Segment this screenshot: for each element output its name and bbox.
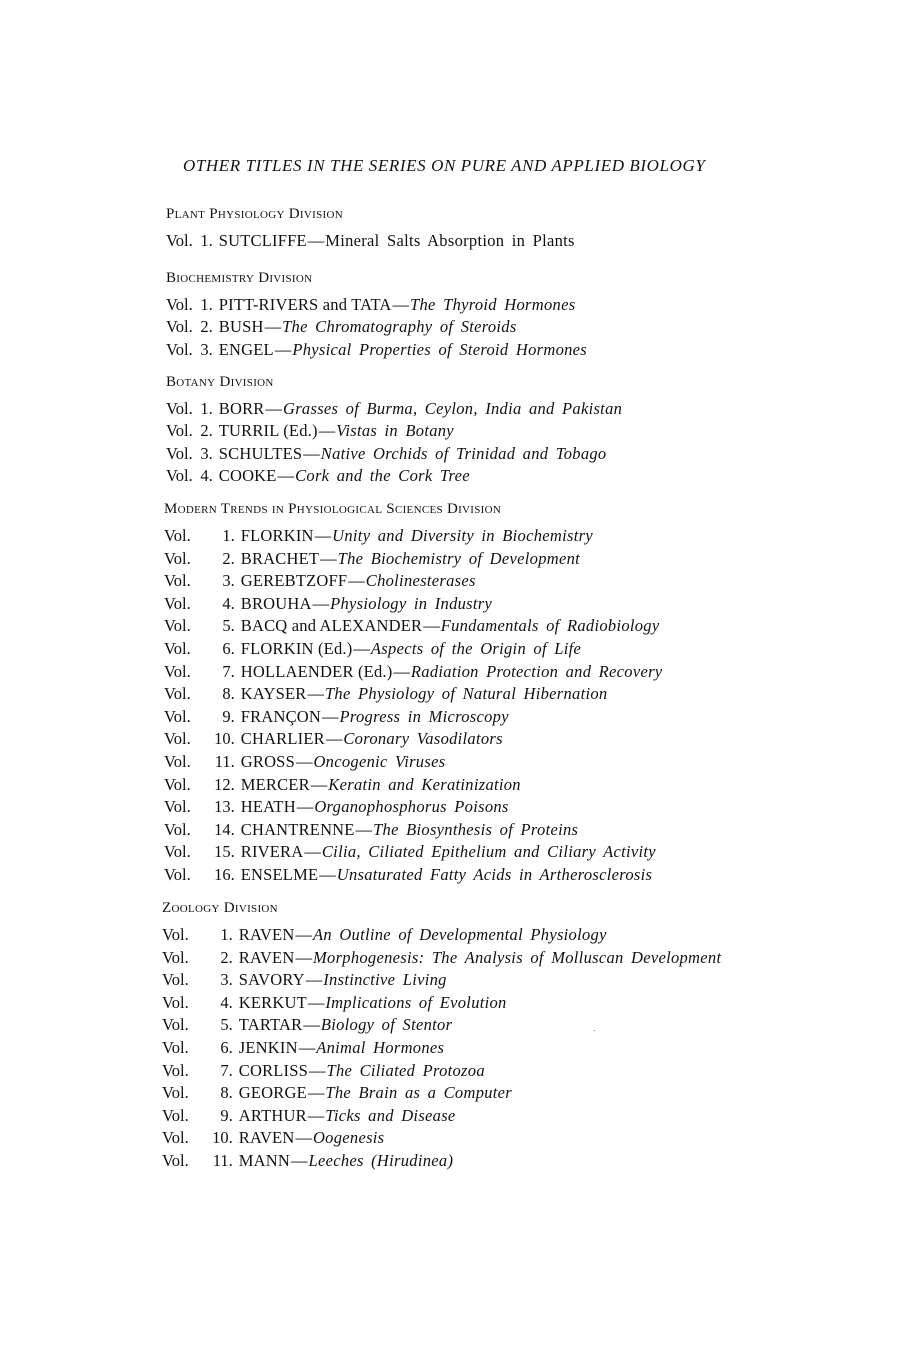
print-speck <box>594 1030 595 1031</box>
volume-label: Vol. <box>162 1015 189 1035</box>
author-name: GEREBTZOFF <box>240 571 348 591</box>
volume-number: 6. <box>220 1038 233 1057</box>
page-title: OTHER TITLES IN THE SERIES ON PURE AND APPLIED BIOLOGY <box>183 156 706 175</box>
series-entry <box>164 842 656 862</box>
dash-separator: — <box>392 295 410 314</box>
volume-number: 2. <box>220 947 233 967</box>
work-title: Oncogenic Viruses <box>313 752 446 771</box>
series-entry <box>166 399 622 419</box>
volume-number: 14. <box>214 819 235 839</box>
work-title: Keratin and Keratinization <box>328 774 521 794</box>
volume-label: Vol. <box>164 593 191 613</box>
work-title: Fundamentals of Radiobiology <box>440 616 660 636</box>
series-entry <box>166 295 575 315</box>
author-name: CORLISS <box>238 1060 309 1080</box>
work-title: Progress in Microscopy <box>339 706 509 726</box>
dash-separator: — <box>277 466 295 486</box>
author-name: FRANÇON <box>240 706 322 726</box>
volume-label: Vol. <box>166 466 193 486</box>
division-heading: Plant Physiology Division <box>166 206 343 222</box>
series-entry <box>164 820 578 840</box>
author-name: COOKE <box>218 466 277 486</box>
series-entry <box>166 231 575 251</box>
volume-label: Vol. <box>164 819 191 839</box>
series-entry <box>166 466 470 486</box>
volume-label: Vol. <box>162 925 189 944</box>
volume-label: Vol. <box>162 947 189 967</box>
volume-number: 1. <box>200 399 213 418</box>
volume-label: Vol. <box>164 774 191 794</box>
author-name: ENSELME <box>240 865 319 884</box>
volume-label: Vol. <box>164 752 191 771</box>
work-title: Aspects of the Origin of Life <box>370 639 582 658</box>
author-name: BUSH <box>218 317 264 337</box>
work-title: Cork and the Cork Tree <box>295 466 470 486</box>
volume-number: 2. <box>200 317 213 337</box>
volume-label: Vol. <box>164 526 191 545</box>
dash-separator: — <box>295 1128 312 1148</box>
work-title: The Biosynthesis of Proteins <box>373 819 579 839</box>
dash-separator: — <box>265 399 282 418</box>
dash-separator: — <box>319 865 336 884</box>
author-name: RAVEN <box>238 925 295 944</box>
work-title: Organophosphorus Poisons <box>314 797 509 817</box>
series-entry <box>164 865 652 885</box>
author-name: BORR <box>218 399 265 418</box>
volume-number: 12. <box>214 774 235 794</box>
volume-number: 13. <box>214 797 235 817</box>
volume-label: Vol. <box>162 1105 189 1125</box>
author-name: GEORGE <box>238 1083 307 1103</box>
dash-separator: — <box>303 1015 320 1035</box>
volume-number: 4. <box>222 593 235 613</box>
work-title: Unity and Diversity in Biochemistry <box>332 526 593 545</box>
dash-separator: — <box>312 593 330 613</box>
author-name: MANN <box>238 1151 290 1170</box>
series-entry <box>162 1128 384 1148</box>
series-entry <box>164 639 581 659</box>
dash-separator: — <box>393 661 410 681</box>
work-title: Instinctive Living <box>323 970 447 990</box>
dash-separator: — <box>318 421 336 441</box>
volume-label: Vol. <box>164 706 191 726</box>
series-entry <box>164 707 509 727</box>
author-name: CHANTRENNE <box>240 819 355 839</box>
work-title: The Brain as a Computer <box>325 1083 513 1103</box>
author-name: HOLLAENDER (Ed.) <box>240 661 393 681</box>
work-title: Cholinesterases <box>365 571 476 591</box>
volume-number: 2. <box>222 548 235 568</box>
volume-number: 10. <box>212 1128 233 1148</box>
division-heading: Zoology Division <box>162 900 278 916</box>
work-title: The Thyroid Hormones <box>410 295 576 314</box>
author-name: FLORKIN <box>240 526 314 545</box>
dash-separator: — <box>314 526 332 545</box>
volume-label: Vol. <box>162 1038 189 1057</box>
series-entry <box>166 421 454 441</box>
division-heading: Botany Division <box>166 374 274 390</box>
dash-separator: — <box>307 231 325 250</box>
volume-label: Vol. <box>164 797 191 817</box>
volume-number: 1. <box>222 526 235 545</box>
work-title: Grasses of Burma, Ceylon, India and Pakistan <box>282 399 623 418</box>
dash-separator: — <box>296 797 314 817</box>
author-name: SCHULTES <box>218 443 303 463</box>
dash-separator: — <box>307 1083 325 1103</box>
series-entry <box>164 526 593 546</box>
volume-number: 1. <box>200 231 213 250</box>
dash-separator: — <box>290 1151 308 1170</box>
volume-number: 9. <box>220 1105 233 1125</box>
division-heading: Biochemistry Division <box>166 270 313 286</box>
author-name: PITT-RIVERS and TATA <box>218 295 392 314</box>
series-entry <box>164 797 509 817</box>
work-title: The Chromatography of Steroids <box>282 317 517 337</box>
dash-separator: — <box>355 819 373 839</box>
series-entry <box>164 549 580 569</box>
volume-number: 9. <box>222 706 235 726</box>
author-name: RIVERA <box>240 842 304 862</box>
series-entry <box>164 684 607 704</box>
volume-number: 8. <box>220 1083 233 1103</box>
volume-label: Vol. <box>166 421 193 441</box>
volume-label: Vol. <box>164 842 191 862</box>
volume-label: Vol. <box>164 661 191 681</box>
series-entry <box>162 1106 456 1126</box>
volume-number: 5. <box>222 616 235 636</box>
volume-number: 4. <box>200 466 213 486</box>
volume-number: 8. <box>222 684 235 704</box>
dash-separator: — <box>353 639 370 658</box>
series-entry <box>164 594 492 614</box>
dash-separator: — <box>298 1038 316 1057</box>
work-title: Mineral Salts Absorption in Plants <box>325 231 575 250</box>
volume-number: 5. <box>220 1015 233 1035</box>
work-title: Native Orchids of Trinidad and Tobago <box>320 443 607 463</box>
work-title: Vistas in Botany <box>336 421 454 441</box>
division-heading: Modern Trends in Physiological Sciences Division <box>164 501 502 517</box>
work-title: Coronary Vasodilators <box>343 729 503 749</box>
dash-separator: — <box>264 317 282 337</box>
volume-label: Vol. <box>164 729 191 749</box>
work-title: Ticks and Disease <box>325 1105 456 1125</box>
author-name: CHARLIER <box>240 729 325 749</box>
dash-separator: — <box>295 947 312 967</box>
volume-label: Vol. <box>162 1083 189 1103</box>
author-name: TURRIL (Ed.) <box>218 421 318 441</box>
volume-label: Vol. <box>162 1060 189 1080</box>
volume-number: 6. <box>222 639 235 658</box>
work-title: An Outline of Developmental Physiology <box>312 925 607 944</box>
dash-separator: — <box>295 752 313 771</box>
volume-label: Vol. <box>164 865 191 884</box>
dash-separator: — <box>304 842 321 862</box>
series-entry <box>166 317 517 337</box>
author-name: RAVEN <box>238 1128 295 1148</box>
series-entry <box>162 948 721 968</box>
author-name: MERCER <box>240 774 310 794</box>
dash-separator: — <box>307 684 324 704</box>
series-entry <box>164 662 662 682</box>
dash-separator: — <box>305 970 323 990</box>
series-entry <box>162 1015 452 1035</box>
volume-number: 10. <box>214 729 235 749</box>
volume-label: Vol. <box>166 231 193 250</box>
author-name: JENKIN <box>238 1038 298 1057</box>
work-title: Oogenesis <box>312 1128 385 1148</box>
work-title: Animal Hormones <box>316 1038 445 1057</box>
dash-separator: — <box>303 443 320 463</box>
volume-number: 7. <box>220 1060 233 1080</box>
volume-label: Vol. <box>166 399 193 418</box>
volume-number: 1. <box>220 925 233 944</box>
dash-separator: — <box>307 992 325 1012</box>
volume-label: Vol. <box>166 339 193 359</box>
volume-number: 16. <box>214 865 235 884</box>
author-name: HEATH <box>240 797 296 817</box>
volume-label: Vol. <box>164 548 191 568</box>
series-entry <box>162 1061 485 1081</box>
volume-label: Vol. <box>162 970 189 990</box>
dash-separator: — <box>320 548 337 568</box>
series-entry <box>162 1151 453 1171</box>
author-name: ARTHUR <box>238 1105 307 1125</box>
series-entry <box>166 444 606 464</box>
dash-separator: — <box>274 339 292 359</box>
series-entry <box>164 775 521 795</box>
volume-label: Vol. <box>164 616 191 636</box>
author-name: ENGEL <box>218 339 274 359</box>
volume-number: 3. <box>200 339 213 359</box>
dash-separator: — <box>348 571 365 591</box>
series-entry <box>164 616 659 636</box>
volume-label: Vol. <box>162 1128 189 1148</box>
dash-separator: — <box>322 706 339 726</box>
series-entry <box>166 340 587 360</box>
author-name: RAVEN <box>238 947 295 967</box>
dash-separator: — <box>325 729 343 749</box>
series-entry <box>162 1083 512 1103</box>
dash-separator: — <box>310 774 328 794</box>
volume-number: 11. <box>214 752 235 771</box>
series-entry <box>162 970 447 990</box>
author-name: FLORKIN (Ed.) <box>240 639 353 658</box>
work-title: Biology of Stentor <box>320 1015 453 1035</box>
dash-separator: — <box>309 1060 326 1080</box>
author-name: GROSS <box>240 752 295 771</box>
dash-separator: — <box>295 925 312 944</box>
volume-number: 3. <box>222 571 235 591</box>
volume-number: 3. <box>220 970 233 990</box>
dash-separator: — <box>307 1105 325 1125</box>
volume-number: 4. <box>220 992 233 1012</box>
work-title: Implications of Evolution <box>325 992 507 1012</box>
work-title: Radiation Protection and Recovery <box>410 661 663 681</box>
work-title: Physical Properties of Steroid Hormones <box>292 339 588 359</box>
author-name: SUTCLIFFE <box>218 231 307 250</box>
volume-number: 2. <box>200 421 213 441</box>
volume-label: Vol. <box>164 684 191 704</box>
series-entry <box>162 1038 444 1058</box>
volume-number: 1. <box>200 295 213 314</box>
volume-number: 15. <box>214 842 235 862</box>
work-title: The Physiology of Natural Hibernation <box>324 684 608 704</box>
volume-label: Vol. <box>162 992 189 1012</box>
author-name: BACQ and ALEXANDER <box>240 616 423 636</box>
work-title: Physiology in Industry <box>330 593 493 613</box>
volume-label: Vol. <box>162 1151 189 1170</box>
author-name: BRACHET <box>240 548 320 568</box>
volume-label: Vol. <box>164 571 191 591</box>
volume-number: 11. <box>212 1151 233 1170</box>
work-title: Unsaturated Fatty Acids in Artherosclerosis <box>336 865 653 884</box>
volume-label: Vol. <box>166 443 193 463</box>
series-entry <box>162 925 607 945</box>
work-title: Cilia, Ciliated Epithelium and Ciliary Activity <box>321 842 656 862</box>
author-name: TARTAR <box>238 1015 303 1035</box>
volume-label: Vol. <box>166 317 193 337</box>
series-entry <box>164 752 445 772</box>
volume-label: Vol. <box>166 295 193 314</box>
author-name: KERKUT <box>238 992 307 1012</box>
volume-number: 3. <box>200 443 213 463</box>
author-name: BROUHA <box>240 593 312 613</box>
series-entry <box>164 571 476 591</box>
volume-number: 7. <box>222 661 235 681</box>
work-title: Leeches (Hirudinea) <box>308 1151 454 1170</box>
work-title: Morphogenesis: The Analysis of Molluscan Development <box>312 947 722 967</box>
work-title: The Ciliated Protozoa <box>326 1060 485 1080</box>
series-entry <box>164 729 503 749</box>
dash-separator: — <box>423 616 440 636</box>
work-title: The Biochemistry of Development <box>337 548 581 568</box>
author-name: KAYSER <box>240 684 307 704</box>
series-entry <box>162 993 507 1013</box>
volume-label: Vol. <box>164 639 191 658</box>
author-name: SAVORY <box>238 970 305 990</box>
